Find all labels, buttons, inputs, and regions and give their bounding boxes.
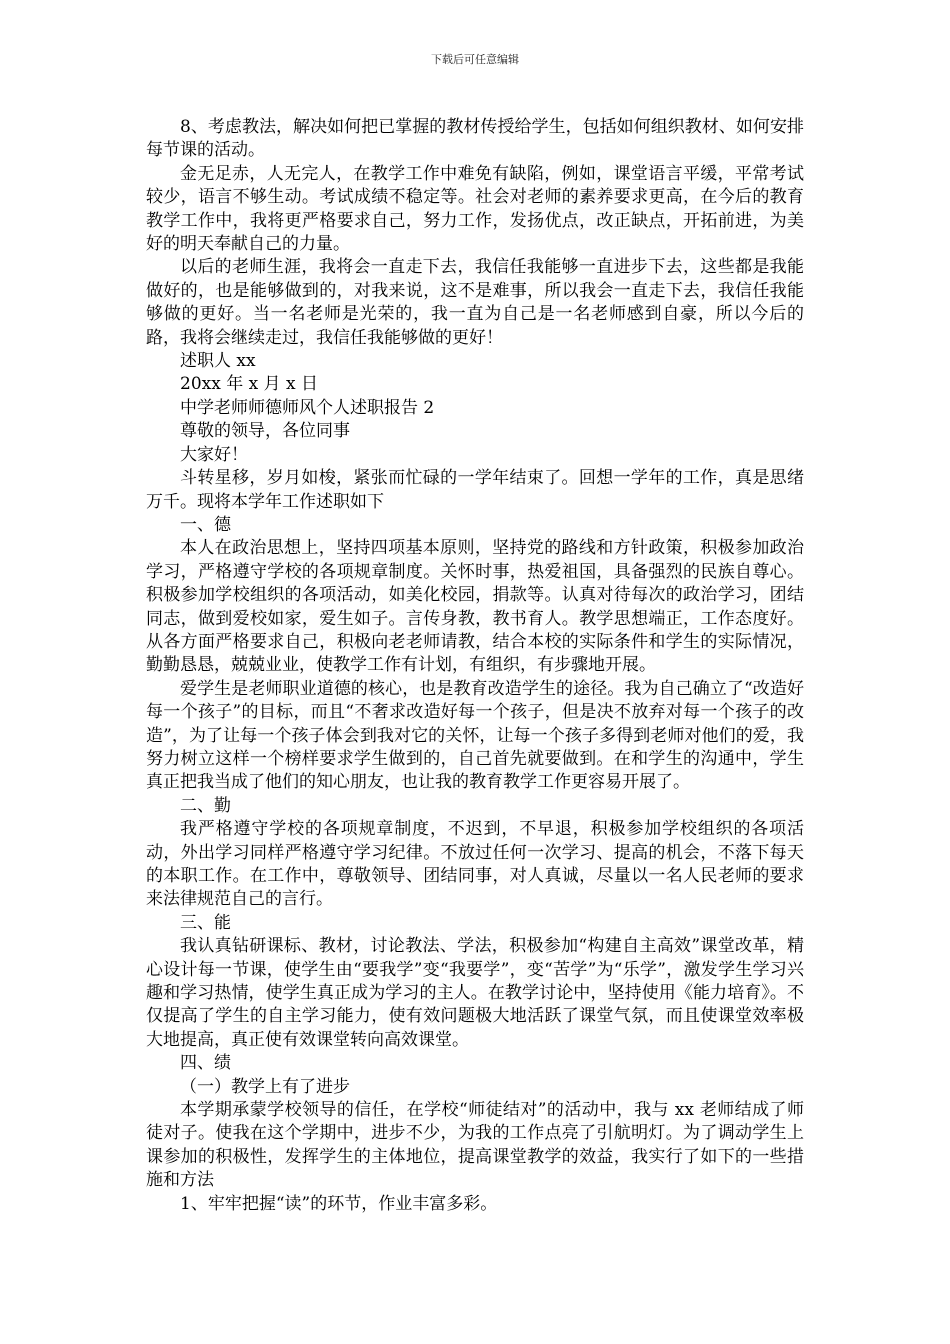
subsection-heading: （一）教学上有了进步	[180, 1076, 350, 1097]
paragraph: 我严格遵守学校的各项规章制度，不迟到，不早退，积极参加学校组织的各项活动，外出学习同样严格遵守学习纪律。不放过任何一次学习、提高的机会，不落下每天的本职工作。在工作中，尊敬领导、团结同事，对人真诚，尽量以一名人民老师的要求来法律规范自己的言行。	[146, 819, 804, 910]
page-header	[0, 53, 950, 67]
paragraph: 金无足赤，人无完人，在教学工作中难免有缺陷，例如，课堂语言平缓，平常考试较少，语言不够生动。考试成绩不稳定等。社会对老师的素养要求更高，在今后的教育教学工作中，我将更严格要求自己，努力工作，发扬优点，改正缺点，开拓前进，为美好的明天奉献自己的力量。	[146, 163, 804, 255]
greeting: 大家好！	[180, 444, 248, 465]
header-text: 下载后可任意编辑	[431, 53, 519, 66]
section-heading: 四、绩	[180, 1053, 231, 1074]
paragraph: 本人在政治思想上，坚持四项基本原则，坚持党的路线和方针政策，积极参加政治学习，严格遵守学校的各项规章制度。关怀时事，热爱祖国，具备强烈的民族自尊心。积极参加学校组织的各项活动，如美化校园，捐款等。认真对待每次的政治学习，团结同志，做到爱校如家，爱生如子。言传身教，教书育人。教学思想端正，工作态度好。从各方面严格要求自己，积极向老老师请教，结合本校的实际条件和学生的实际情况，勤勤恳恳，兢兢业业，使教学工作有计划，有组织，有步骤地开展。	[146, 538, 804, 676]
list-item: 1、牢牢把握“读”的环节，作业丰富多彩。	[180, 1193, 498, 1214]
signature-line: 述职人 xx	[180, 351, 256, 372]
paragraph: 斗转星移，岁月如梭，紧张而忙碌的一学年结束了。回想一学年的工作，真是思绪万千。现将本学年工作述职如下	[146, 468, 804, 512]
report-title: 中学老师师德师风个人述职报告 2	[180, 397, 435, 418]
salutation: 尊敬的领导，各位同事	[180, 421, 350, 442]
section-heading: 一、德	[180, 514, 231, 535]
document-body	[146, 116, 804, 1216]
paragraph: 以后的老师生涯，我将会一直走下去，我信任我能够一直进步下去，这些都是我能做好的，也是能够做到的，对我来说，这不是难事，所以我会一直走下去，我信任我能够做的更好。当一名老师是光荣的，我一直为自己是一名老师感到自豪，所以今后的路，我将会继续走过，我信任我能够做的更好！	[146, 257, 804, 348]
paragraph: 我认真钻研课标、教材，讨论教法、学法，积极参加“构建自主高效”课堂改革，精心设计每一节课，使学生由“要我学”变“我要学”，变“苦学”为“乐学”，激发学生学习兴趣和学习热情，使学生真正成为学习的主人。在教学讨论中，坚持使用《能力培育》。不仅提高了学生的自主学习能力，使有效问题极大地活跃了课堂气氛，而且使课堂效率极大地提高，真正使有效课堂转向高效课堂。	[146, 936, 804, 1050]
paragraph: 8、考虑教法，解决如何把已掌握的教材传授给学生，包括如何组织教材、如何安排每节课的活动。	[146, 117, 804, 161]
section-heading: 二、勤	[180, 795, 231, 816]
paragraph: 本学期承蒙学校领导的信任，在学校“师徒结对”的活动中，我与 xx 老师结成了师徒对子。使我在这个学期中，进步不少，为我的工作点亮了引航明灯。为了调动学生上课参加的积极性，发挥学生的主体地位，提高课堂教学的效益，我实行了如下的一些措施和方法	[146, 1100, 804, 1191]
section-heading: 三、能	[180, 912, 231, 933]
paragraph: 爱学生是老师职业道德的核心，也是教育改造学生的途径。我为自己确立了“改造好每一个孩子”的目标，而且“不奢求改造好每一个孩子，但是决不放弃对每一个孩子的改造”，为了让每一个孩子体会到我对它的关怀，让每一个孩子多得到老师对他们的爱，我努力树立这样一个榜样要求学生做到的，自己首先就要做到。在和学生的沟通中，学生真正把我当成了他们的知心朋友，也让我的教育教学工作更容易开展了。	[146, 678, 804, 793]
date-line: 20xx 年 x 月 x 日	[180, 374, 319, 395]
